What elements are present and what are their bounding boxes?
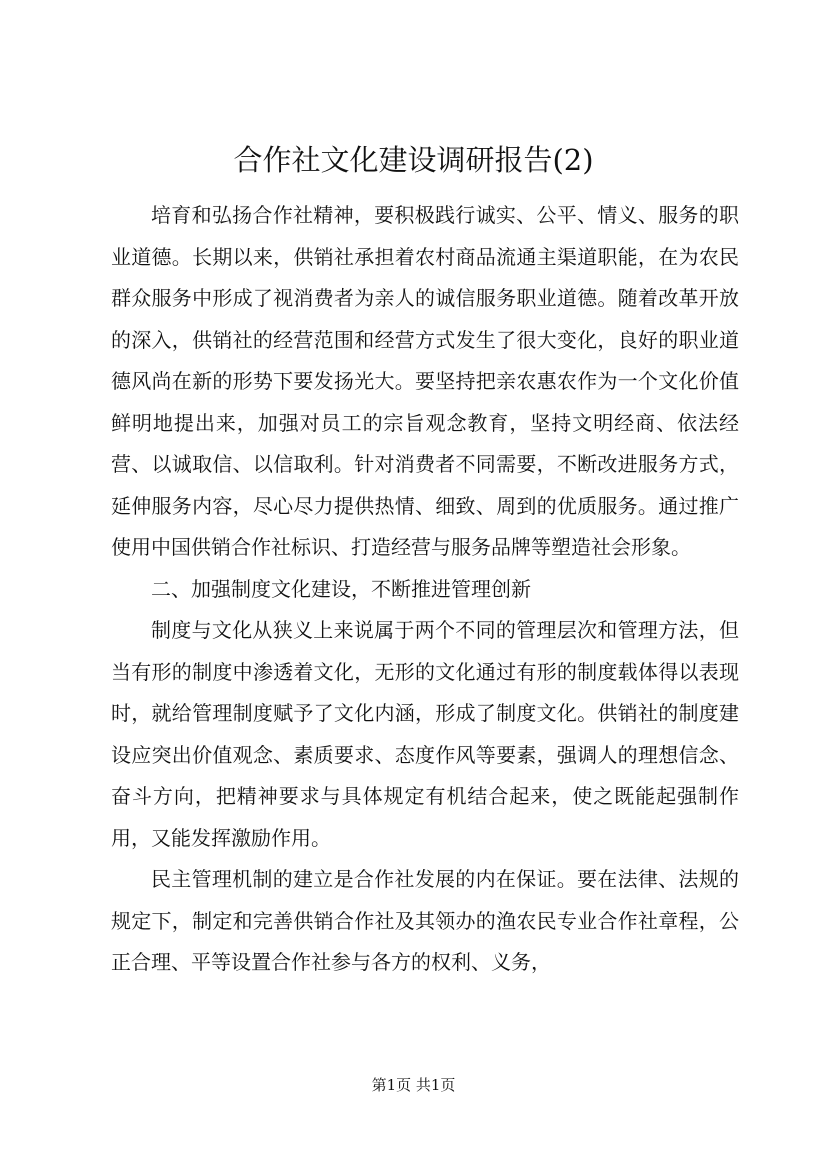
section-heading: 二、加强制度文化建设，不断推进管理创新: [151, 576, 531, 601]
body-paragraph: 制度与文化从狭义上来说属于两个不同的管理层次和管理方法，但当有形的制度中渗透着文化，无形的文化通过有形的制度载体得以表现时，就给管理制度赋予了文化内涵，形成了制度文化。供销社的制度建设应突出价值观念、素质要求、态度作风等要素，强调人的理想信念、奋斗方向，把精神要求与具体规定有机结合起来，使之既能起强制作用，又能发挥激励作用。: [111, 618, 739, 850]
page-number-footer: 第1页 共1页: [371, 1076, 456, 1094]
document-title: 合作社文化建设调研报告(2): [233, 143, 594, 177]
body-paragraph: 培育和弘扬合作社精神，要积极践行诚实、公平、情义、服务的职业道德。长期以来，供销社承担着农村商品流通主渠道职能，在为农民群众服务中形成了视消费者为亲人的诚信服务职业道德。随着改革开放的深入，供销社的经营范围和经营方式发生了很大变化，良好的职业道德风尚在新的形势下要发扬光大。要坚持把亲农惠农作为一个文化价值鲜明地提出来，加强对员工的宗旨观念教育，坚持文明经商、依法经营、以诚取信、以信取利。针对消费者不同需要，不断改进服务方式，延伸服务内容，尽心尽力提供热情、细致、周到的优质服务。通过推广使用中国供销合作社标识、打造经营与服务品牌等塑造社会形象。: [111, 203, 739, 559]
document-body: [111, 195, 739, 984]
body-paragraph: 民主管理机制的建立是合作社发展的内在保证。要在法律、法规的规定下，制定和完善供销合作社及其领办的渔农民专业合作社章程，公正合理、平等设置合作社参与各方的权利、义务，: [111, 867, 739, 974]
